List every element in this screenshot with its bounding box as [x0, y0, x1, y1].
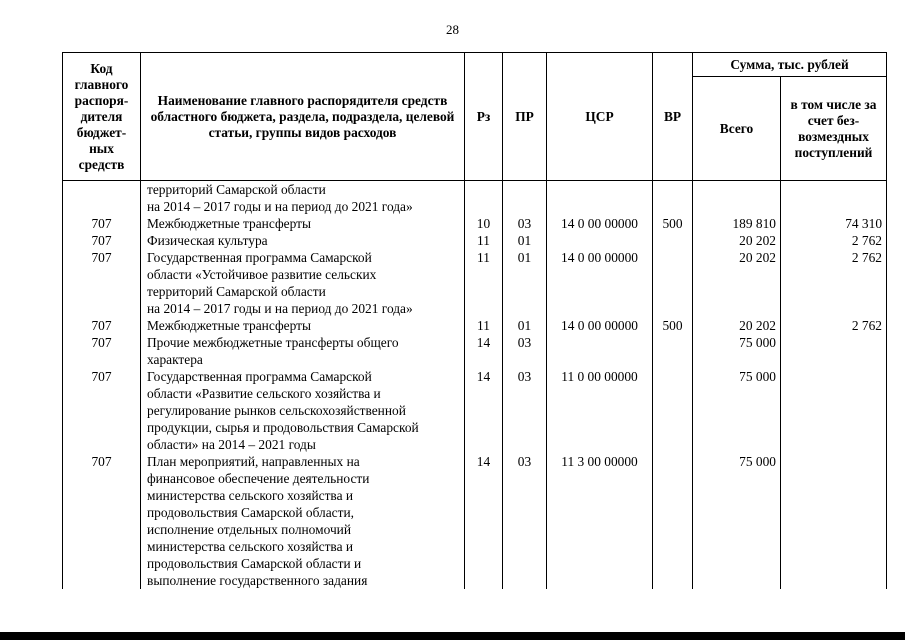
header-total: Всего	[693, 77, 781, 181]
cell-total: 20 202	[693, 249, 781, 317]
cell-rz: 11	[465, 249, 503, 317]
table-row	[63, 181, 887, 216]
cell-vr	[653, 249, 693, 317]
cell-csr: 11 0 00 00000	[547, 368, 653, 453]
table-row	[63, 334, 887, 368]
cell-including: 74 310	[781, 215, 887, 232]
cell-name: План мероприятий, направленных на финансовое обеспечение деятельности министерства сельского хозяйства и продовольствия Самарской области, исполнение отдельных полномочий министерства сельского хозяйства и продовольствия Самарской области и выполнение государственного задания	[141, 453, 465, 589]
cell-code: 707	[63, 232, 141, 249]
cell-csr	[547, 232, 653, 249]
cell-rz: 11	[465, 232, 503, 249]
table-row	[63, 317, 887, 334]
header-csr: ЦСР	[547, 53, 653, 181]
cell-pr: 03	[503, 368, 547, 453]
header-vr: ВР	[653, 53, 693, 181]
table-row	[63, 453, 887, 589]
table-row	[63, 249, 887, 317]
cell-name: Физическая культура	[141, 232, 465, 249]
cell-including	[781, 368, 887, 453]
cell-csr: 14 0 00 00000	[547, 249, 653, 317]
cell-rz: 14	[465, 368, 503, 453]
table-row	[63, 368, 887, 453]
cell-total	[693, 181, 781, 216]
cell-csr: 14 0 00 00000	[547, 215, 653, 232]
cell-csr	[547, 181, 653, 216]
cell-pr: 01	[503, 249, 547, 317]
cell-including: 2 762	[781, 232, 887, 249]
cell-including	[781, 453, 887, 589]
cell-vr	[653, 453, 693, 589]
cell-including: 2 762	[781, 249, 887, 317]
budget-table	[62, 52, 887, 589]
cell-pr: 01	[503, 232, 547, 249]
cell-rz: 14	[465, 453, 503, 589]
cell-rz: 11	[465, 317, 503, 334]
cell-total: 75 000	[693, 453, 781, 589]
cell-name: Прочие межбюджетные трансферты общего характера	[141, 334, 465, 368]
cell-name: Межбюджетные трансферты	[141, 215, 465, 232]
header-including: в том числе за счет без-возмездных поступлений	[781, 77, 887, 181]
cell-name: Государственная программа Самарской области «Развитие сельского хозяйства и регулирование рынков сельскохозяйственной продукции, сырья и продовольствия Самарской области» на 2014 – 2021 годы	[141, 368, 465, 453]
page-bottom-edge	[0, 632, 905, 640]
cell-rz: 14	[465, 334, 503, 368]
cell-code: 707	[63, 453, 141, 589]
cell-pr: 03	[503, 215, 547, 232]
cell-including	[781, 181, 887, 216]
cell-total: 20 202	[693, 232, 781, 249]
cell-vr	[653, 232, 693, 249]
cell-vr	[653, 368, 693, 453]
table-row	[63, 232, 887, 249]
cell-name: территорий Самарской области на 2014 – 2017 годы и на период до 2021 года»	[141, 181, 465, 216]
cell-pr: 03	[503, 453, 547, 589]
table-row	[63, 215, 887, 232]
cell-code: 707	[63, 215, 141, 232]
header-pr: ПР	[503, 53, 547, 181]
header-rz: Рз	[465, 53, 503, 181]
cell-csr	[547, 334, 653, 368]
cell-rz	[465, 181, 503, 216]
cell-including	[781, 334, 887, 368]
cell-code	[63, 181, 141, 216]
cell-csr: 11 3 00 00000	[547, 453, 653, 589]
cell-vr	[653, 334, 693, 368]
cell-total: 20 202	[693, 317, 781, 334]
table-body	[63, 181, 887, 590]
cell-code: 707	[63, 249, 141, 317]
header-sum-group: Сумма, тыс. рублей	[693, 53, 887, 77]
cell-pr: 03	[503, 334, 547, 368]
page-number: 28	[446, 22, 459, 37]
table-header	[63, 53, 887, 181]
header-name: Наименование главного распорядителя средств областного бюджета, раздела, подраздела, целевой статьи, группы видов расходов	[141, 53, 465, 181]
cell-csr: 14 0 00 00000	[547, 317, 653, 334]
header-code: Код главного распоря-дителя бюджет-ных средств	[63, 53, 141, 181]
cell-code: 707	[63, 334, 141, 368]
cell-total: 75 000	[693, 334, 781, 368]
cell-vr: 500	[653, 215, 693, 232]
cell-total: 189 810	[693, 215, 781, 232]
cell-pr	[503, 181, 547, 216]
cell-code: 707	[63, 317, 141, 334]
cell-including: 2 762	[781, 317, 887, 334]
cell-pr: 01	[503, 317, 547, 334]
cell-code: 707	[63, 368, 141, 453]
cell-total: 75 000	[693, 368, 781, 453]
cell-vr: 500	[653, 317, 693, 334]
cell-rz: 10	[465, 215, 503, 232]
cell-name: Межбюджетные трансферты	[141, 317, 465, 334]
cell-name: Государственная программа Самарской области «Устойчивое развитие сельских территорий Самарской области на 2014 – 2017 годы и на период до 2021 года»	[141, 249, 465, 317]
cell-vr	[653, 181, 693, 216]
